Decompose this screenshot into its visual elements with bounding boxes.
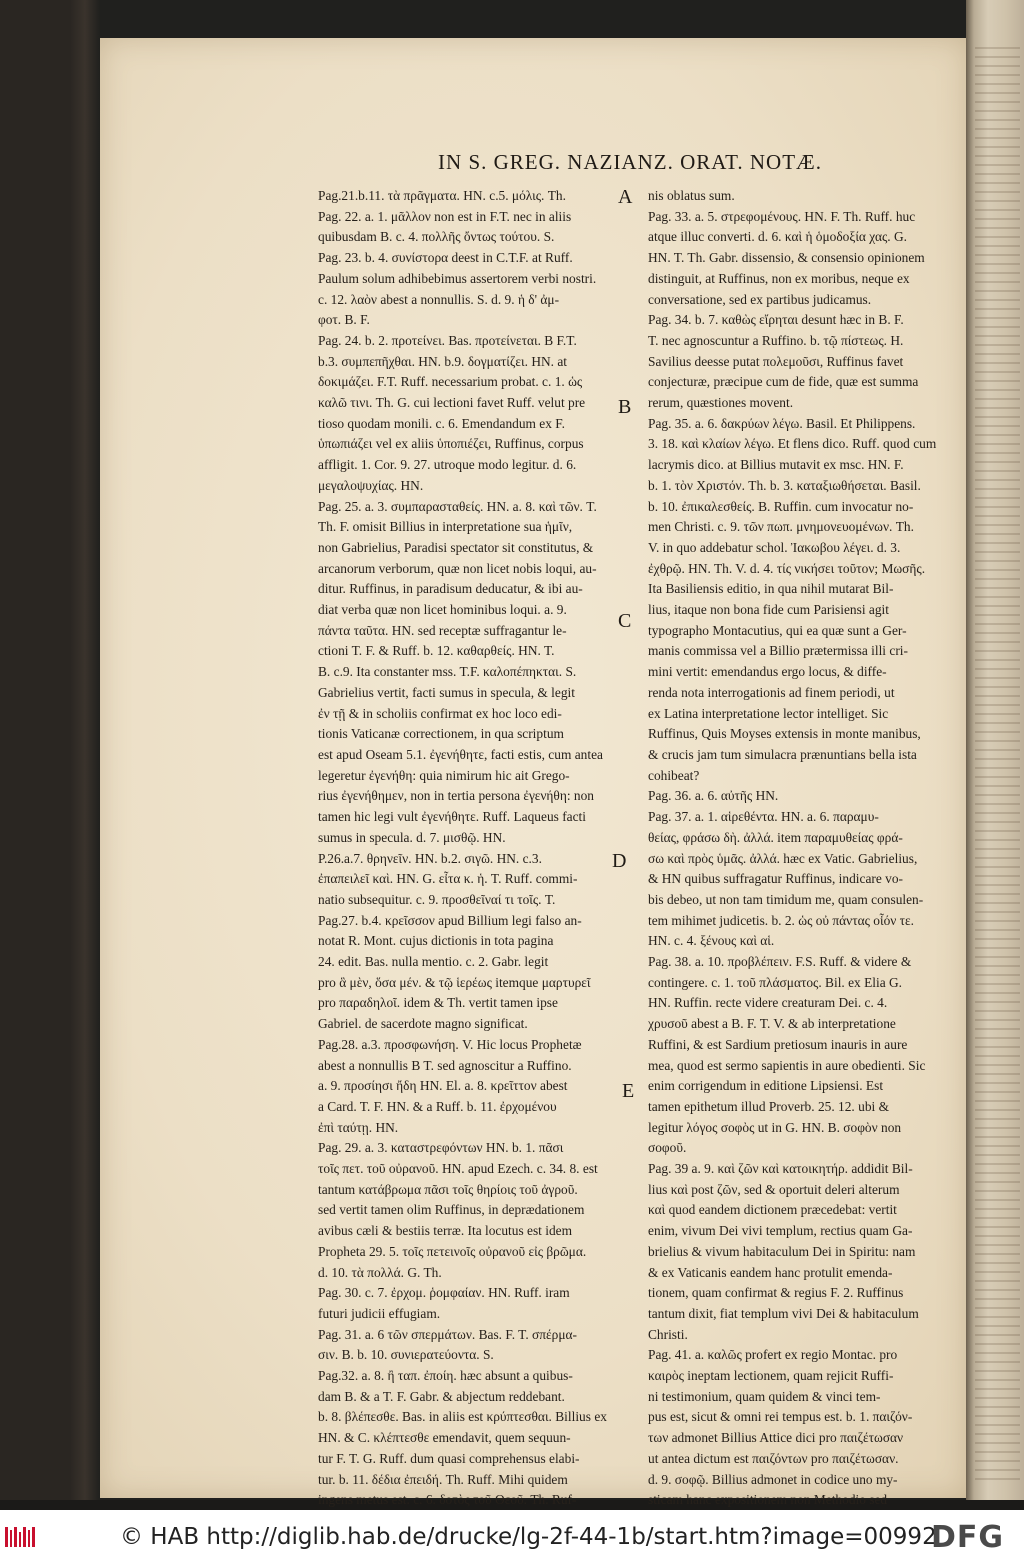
text-line: Pag. 29. a. 3. καταστρεφόντων HN. b. 1. πᾶσι [318, 1140, 564, 1156]
text-line: σοφοῦ. [648, 1140, 687, 1156]
text-line: Gabrielius vertit, facti sumus in specula, & legit [318, 684, 575, 700]
text-line: δοκιμάζει. F.T. Ruff. necessarium probat. c. 1. ὡς [318, 374, 583, 390]
text-line: a Card. T. F. HN. & a Ruff. b. 11. ἐρχομένου [318, 1098, 557, 1114]
text-line: distinguit, at Ruffinus, non ex moribus, neque ex [648, 270, 910, 286]
text-line: Pag. 25. a. 3. συμπαρασταθείς. HN. a. 8. καὶ τῶν. T. [318, 498, 597, 514]
hab-logo-icon [4, 1525, 38, 1549]
text-line: pro ἃ μὲν, ὅσα μέν. & τῷ ἱερέως itemque μαρτυρεῖ [318, 974, 591, 990]
text-line: & ex Vaticanis eandem hanc protulit emenda- [648, 1264, 893, 1280]
text-line: ditur. Ruffinus, in paradisum deducatur, & ibi au- [318, 581, 583, 597]
text-line: 24. edit. Bas. nulla mentio. c. 2. Gabr. legit [318, 954, 549, 970]
text-line: tantum dixit, fiat templum vivi Dei & habitaculum [648, 1305, 919, 1321]
text-line: notat R. Mont. cujus dictionis in tota pagina [318, 933, 554, 949]
text-line: mini vertit: emendandus ergo locus, & diffe- [648, 664, 887, 680]
text-line: sticam hanc expositionem non Methodio sed [648, 1492, 888, 1508]
section-letter-b: B [618, 396, 632, 418]
text-line: ctioni T. F. & Ruff. b. 12. καθαρθείς. HN. T. [318, 643, 555, 659]
text-line: Pag. 33. a. 5. στρεφομένους. HN. F. Th. Ruff. huc [648, 208, 916, 224]
text-line: Gabriel. de sacerdote magno significat. [318, 1016, 528, 1032]
text-line: legitur λόγος σοφὸς ut in G. HN. B. σοφὸν non [648, 1119, 902, 1135]
text-line: non Gabrielius, Paradisi spectator sit constitutus, & [318, 539, 594, 555]
text-line: conjecturæ, præcipue cum de fide, quæ est summa [648, 374, 919, 390]
text-line: Paulum solum adhibebimus assertorem verbi nostri. [318, 270, 597, 286]
text-line: ex Latina interpretatione lector intelliget. Sic [648, 705, 889, 721]
text-line: renda nota interrogationis ad finem periodi, ut [648, 684, 895, 700]
text-line: enim, vivum Dei vivi templum, rectius quam Ga- [648, 1223, 913, 1239]
text-line: tamen epithetum illud Proverb. 25. 12. ubi & [648, 1098, 889, 1114]
text-line: HN. T. Th. Gabr. dissensio, & consensio opinionem [648, 250, 925, 266]
text-line: enim corrigendum in editione Lipsiensi. Est [648, 1078, 884, 1094]
text-line: Pag.28. a.3. προσφωνήση. V. Hic locus Prophetæ [318, 1036, 582, 1052]
text-line: σιν. B. b. 10. συνιερατεύοντα. S. [318, 1347, 494, 1363]
text-line: πάντα ταῦτα. HN. sed receptæ suffragantur le- [318, 622, 567, 638]
text-line: ni testimonium, quam quidem & vinci tem- [648, 1388, 881, 1404]
section-letter-c: C [618, 610, 632, 632]
text-line: b.3. συμπεπῆχθαι. HN. b.9. δογματίζει. HN. at [318, 353, 568, 369]
text-line: Pag. 34. b. 7. καθὼς εἴρηται desunt hæc in B. F. [648, 312, 904, 328]
text-line: Pag. 22. a. 1. μᾶλλον non est in F.T. nec in aliis [318, 208, 572, 224]
text-line: των admonet Billius Attice dici pro παιζέτωσαν [648, 1430, 904, 1446]
running-head: IN S. GREG. NAZIANZ. ORAT. NOTÆ. [438, 150, 822, 174]
text-line: sed vertit tamen olim Ruffinus, in deprædationem [318, 1202, 585, 1218]
text-line: τοῖς πετ. τοῦ οὐρανοῦ. HN. apud Ezech. c. 34. 8. est [318, 1161, 598, 1177]
right-column [648, 186, 966, 1532]
text-line: χρυσοῦ abest a B. F. T. V. & ab interpretatione [648, 1016, 896, 1032]
left-column [318, 186, 636, 1532]
text-line: lacrymis dico. at Billius mutavit ex msc. HN. F. [648, 457, 904, 473]
text-line: Christi. [648, 1326, 688, 1342]
text-line: c. 12. λαὸν abest a nonnullis. S. d. 9. ἡ δ' ἀμ- [318, 291, 560, 307]
text-line: Ruffini, & est Sardium pretiosum inauris in aure [648, 1036, 908, 1052]
text-line: d. 10. τὰ πολλά. G. Th. [318, 1264, 442, 1280]
text-line: brielius & vivum habitaculum Dei in Spiritu: nam [648, 1243, 916, 1259]
text-line: HN. Ruffin. recte videre creaturam Dei. c. 4. [648, 995, 888, 1011]
text-line: sumus in specula. d. 7. μισθῷ. HN. [318, 829, 506, 845]
text-line: d. 9. σοφῷ. Billius admonet in codice uno my- [648, 1471, 898, 1487]
text-line: arcanorum verborum, quæ non licet nobis loqui, au- [318, 560, 597, 576]
text-line: 3. 18. καὶ κλαίων λέγω. Et flens dico. Ruff. quod cum [648, 436, 937, 452]
text-line: Pag. 37. a. 1. αἱρεθέντα. HN. a. 6. παραμυ- [648, 809, 879, 825]
section-letter-d: D [612, 850, 627, 872]
text-line: pus est, sicut & omni rei tempus est. b. 1. παιζόν- [648, 1409, 913, 1425]
text-line: legeretur ἐγενήθη: quia nimirum hic ait Grego- [318, 767, 570, 783]
text-line: dam B. & a T. F. Gabr. & abjectum reddebant. [318, 1388, 565, 1404]
text-line: ut antea dictum est παιζόντων pro παιζέτωσαν. [648, 1450, 899, 1466]
text-line: manis commissa vel a Billio prætermissa illi cri- [648, 643, 908, 659]
text-line: ἐχθρῷ. HN. Th. V. d. 4. τίς νικήσει τοῦτον; Μωσῆς. [648, 560, 926, 576]
text-line: T. nec agnoscuntur a Ruffino. b. τῷ πίστεως. H. [648, 332, 904, 348]
text-line: avibus cæli & bestiis terræ. Ita locutus est idem [318, 1223, 573, 1239]
text-line: ingens metus est. c. 6. δοτὸς τοῦ Θεοῦ. Th. Ruf- [318, 1492, 577, 1508]
text-line: diat verba quæ non licet hominibus loqui. a. 9. [318, 602, 567, 618]
text-line: contingere. c. 1. τοῦ πλάσματος. Bil. ex Elia G. [648, 974, 903, 990]
text-line: ἐπαπειλεῖ καὶ. HN. G. εἶτα κ. ἡ. T. Ruff. commi- [318, 871, 578, 887]
text-line: Ita Basiliensis editio, in qua nihil mutarat Bil- [648, 581, 894, 597]
text-line: pro παραδηλοῖ. idem & Th. vertit tamen ipse [318, 995, 558, 1011]
text-line: b. 8. βλέπεσθε. Bas. in aliis est κρύπτεσθαι. Billius ex [318, 1409, 607, 1425]
text-line: Savilius deesse putat πολεμοῦσι, Ruffinus favet [648, 353, 904, 369]
text-line: affligit. 1. Cor. 9. 27. utroque modo legitur. d. 6. [318, 457, 577, 473]
text-line: natio subsequitur. c. 9. προσθεῖναί τι τοῖς. T. [318, 891, 556, 907]
text-line: futuri judicii effugiam. [318, 1305, 441, 1321]
text-line: abest a nonnullis B T. sed agnoscitur a Ruffino. [318, 1057, 572, 1073]
text-line: HN. & C. κλέπτεσθε emendavit, quem sequun- [318, 1430, 571, 1446]
text-line: men Christi. c. 9. τῶν πωπ. μνημονευομένων. Th. [648, 519, 914, 535]
text-line: ὑπωπιάζει vel ex aliis ὑποπιέζει, Ruffinus, corpus [318, 436, 584, 452]
text-line: B. c.9. Ita constanter mss. T.F. καλοπέπηκται. S. [318, 664, 577, 680]
text-line: rius ἐγενήθημεν, non in tertia persona ἐγενήθη: non [318, 788, 594, 804]
text-line: lius καὶ post ζῶν, sed & oportuit deleri alterum [648, 1181, 900, 1197]
text-line: Pag.32. a. 8. ἢ ταπ. ἐποίη. hæc absunt a quibus- [318, 1368, 573, 1384]
text-line: bis debeo, ut non tam timidum me, quam consulen- [648, 891, 924, 907]
text-line: καιρὸς ineptam lectionem, quam rejicit Ruffi- [648, 1368, 894, 1384]
text-line: θείας, φράσω δὴ. ἀλλά. item παραμυθείας φρά- [648, 829, 903, 845]
text-line: Pag. 23. b. 4. συνίστορα deest in C.T.F. at Ruff. [318, 250, 573, 266]
facing-page-text-bleed [975, 40, 1020, 1480]
text-line: tantum κατάβρωμα πᾶσι τοῖς θηρίοις τοῦ ἀγροῦ. [318, 1181, 578, 1197]
text-line: b. 10. ἐπικαλεσθείς. B. Ruffin. cum invocatur no- [648, 498, 914, 514]
text-line: atque illuc converti. d. 6. καὶ ἡ ὁμοδοξία χας. G. [648, 229, 907, 245]
text-line: a. 9. προσίησι ἤδη HN. El. a. 8. κρεῖττον abest [318, 1078, 568, 1094]
text-line: typographo Montacutius, qui ea quæ sunt a Ger- [648, 622, 907, 638]
text-line: Pag. 38. a. 10. προβλέπειν. F.S. Ruff. & videre & [648, 954, 912, 970]
text-line: Pag. 24. b. 2. προτείνει. Bas. προτείνεται. B F.T. [318, 332, 577, 348]
text-line: P.26.a.7. θρηνεῖν. HN. b.2. σιγῶ. HN. c.3. [318, 850, 542, 866]
text-line: μεγαλοψυχίας. HN. [318, 477, 424, 493]
text-line: tur F. T. G. Ruff. dum quasi comprehensus elabi- [318, 1450, 580, 1466]
text-line: ἐπὶ ταύτῃ. HN. [318, 1119, 399, 1135]
text-line: & crucis jam tum simulacra prænuntians bella ista [648, 746, 917, 762]
dfg-logo: DFG [931, 1520, 1005, 1555]
text-line: Pag. 30. c. 7. ἐρχομ. ῥομφαίαν. HN. Ruff. iram [318, 1285, 570, 1301]
text-line: & HN quibus suffragatur Ruffinus, indicare vo- [648, 871, 903, 887]
text-line: φοτ. B. F. [318, 312, 370, 328]
text-line: tamen hic legi vult ἐγενήθητε. Ruff. Laqueus facti [318, 809, 586, 825]
text-line: lius, itaque non bona fide cum Parisiensi agit [648, 602, 889, 618]
text-line: Pag. 39 a. 9. καὶ ζῶν καὶ κατοικητήρ. addidit Bil- [648, 1161, 913, 1177]
text-line: ἐν τῇ & in scholiis confirmat ex hoc loco edi- [318, 705, 562, 721]
text-line: nis oblatus sum. [648, 188, 735, 203]
section-letter-e: E [622, 1080, 635, 1102]
text-line: Pag. 41. a. καλῶς profert ex regio Montac. pro [648, 1347, 898, 1363]
section-letter-a: A [618, 186, 633, 208]
text-line: cohibeat? [648, 767, 700, 783]
text-line: σω καὶ πρὸς ὑμᾶς. ἀλλά. hæc ex Vatic. Gabrielius, [648, 850, 918, 866]
text-line: Th. F. omisit Billius in interpretatione sua ἡμῖν, [318, 519, 573, 535]
text-line: tionem, quam confirmat & regius F. 2. Ruffinus [648, 1285, 904, 1301]
text-line: Pag. 35. a. 6. δακρύων λέγω. Basil. Et Philippens. [648, 415, 916, 431]
text-line: mea, quod est sermo sapientis in aure obedienti. Sic [648, 1057, 926, 1073]
copyright-url[interactable]: © HAB http://diglib.hab.de/drucke/lg-2f-44-1b/start.htm?image=00992 [120, 1524, 937, 1550]
text-line: Pag. 31. a. 6 τῶν σπερμάτων. Bas. F. T. σπέρμα- [318, 1326, 577, 1342]
text-line: tioso quodam monili. c. 6. Emendandum ex F. [318, 415, 566, 431]
text-line: b. 1. τὸν Χριστόν. Th. b. 3. καταξιωθήσεται. Basil. [648, 477, 921, 493]
text-line: V. in quo addebatur schol. Ἰακωβου λέγει. d. 3. [648, 539, 901, 555]
text-line: HN. c. 4. ξένους καὶ αἱ. [648, 933, 775, 949]
text-line: tem mihimet judicetis. b. 2. ὡς οὐ πάντας οἷόν τε. [648, 912, 915, 928]
text-line: quibusdam B. c. 4. πολλῆς ὄντως τούτου. S. [318, 229, 555, 245]
text-line: καὶ quod eandem dictionem præcedebat: vertit [648, 1202, 897, 1218]
text-line: Pag.27. b.4. κρεῖσσον apud Billium legi falso an- [318, 912, 582, 928]
text-line: rerum, quæstiones movent. [648, 395, 794, 411]
text-line: Pag.21.b.11. τὰ πρᾶγματα. HN. c.5. μόλις. Th. [318, 188, 566, 203]
text-line: Ruffinus, Quis Moyses extensis in monte manibus, [648, 726, 921, 742]
text-line: Propheta 29. 5. τοῖς πετεινοῖς οὐρανοῦ εἰς βρῶμα. [318, 1243, 587, 1259]
text-line: καλῶ τινι. Th. G. cui lectioni favet Ruff. velut pre [318, 395, 586, 411]
text-line: est apud Oseam 5.1. ἐγενήθητε, facti estis, cum antea [318, 746, 603, 762]
text-line: tionis Vaticanæ correctionem, in qua scriptum [318, 726, 564, 742]
text-line: Pag. 36. a. 6. αὐτῆς HN. [648, 788, 779, 804]
text-line: conversatione, sed ex partibus judicamus. [648, 291, 872, 307]
text-line: tur. b. 11. δέδια ἐπειδή. Th. Ruff. Mihi quidem [318, 1471, 568, 1487]
